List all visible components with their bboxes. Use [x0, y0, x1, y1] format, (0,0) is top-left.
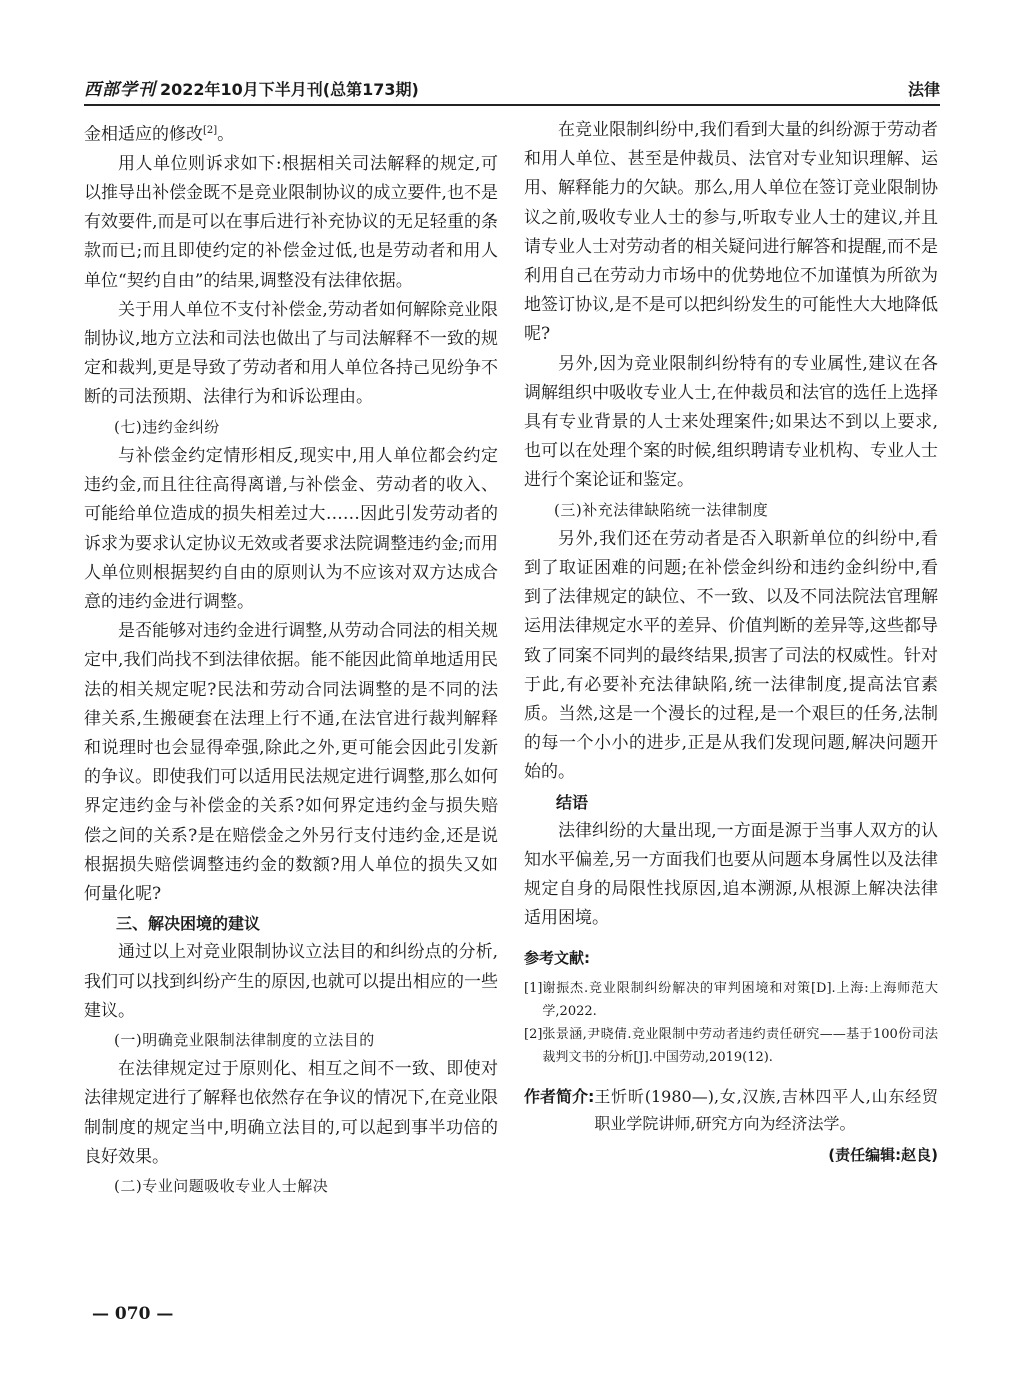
paragraph: 关于用人单位不支付补偿金,劳动者如何解除竞业限制协议,地方立法和司法也做出了与司法解释不一致的规定和裁判,更是导致了劳动者和用人单位各持己见纷争不断的司法预期、法律行为和诉讼理由。: [84, 299, 498, 408]
header-left: [84, 75, 419, 100]
paragraph: 另外,我们还在劳动者是否入职新单位的纠纷中,看到了取证困难的问题;在补偿金纠纷和违约金纠纷中,看到了法律规定的缺位、不一致、以及不同法院法官理解运用法律规定水平的差异、价值判断的差异等,这些都导致了同案不同判的最终结果,损害了司法的权威性。针对于此,有必要补充法律缺陷,统一法律制度,提高法官素质。当然,这是一个漫长的过程,是一个艰巨的任务,法制的每一个小小的进步,正是从我们发现问题,解决问题开始的。: [524, 528, 938, 783]
paragraph-text: 金相适应的修改: [84, 124, 203, 145]
reference-text: 张景涵,尹晓倩.竞业限制中劳动者违约责任研究——基于100份司法裁判文书的分析[J].中国劳动,2019(12).: [542, 1026, 938, 1065]
paragraph: [84, 116, 498, 150]
section-label: 法律: [907, 80, 940, 99]
paragraph: 与补偿金约定情形相反,现实中,用人单位都会约定违约金,而且往往高得离谱,与补偿金、劳动者的收入、可能给单位造成的损失相差过大……因此引发劳动者的诉求为要求认定协议无效或者要求法院调整违约金;而用人单位则根据契约自由的原则认为不应该对双方达成合意的违约金进行调整。: [84, 445, 498, 612]
issue-info: 2022年10月下半月刊(总第173期): [160, 80, 419, 99]
conclusion-heading: 结语: [556, 792, 589, 812]
references-title: 参考文献:: [524, 948, 590, 967]
left-column: [84, 116, 498, 1201]
reference-number: [1]: [524, 980, 543, 996]
subsection-heading: (七)违约金纠纷: [114, 417, 220, 436]
subsection-heading: (三)补充法律缺陷统一法律制度: [554, 500, 769, 519]
citation-ref: [2]: [203, 125, 218, 136]
paragraph: 是否能够对违约金进行调整,从劳动合同法的相关规定中,我们尚找不到法律依据。能不能因此简单地适用民法的相关规定呢?民法和劳动合同法调整的是不同的法律关系,生搬硬套在法理上行不通,在法官进行裁判解释和说理时也会显得牵强,除此之外,更可能会因此引发新的争议。即使我们可以适用民法规定进行调整,那么如何界定违约金与补偿金的关系?如何界定违约金与损失赔偿之间的关系?是在赔偿金之外另行支付违约金,还是说根据损失赔偿调整违约金的数额?用人单位的损失又如何量化呢?: [84, 621, 498, 904]
paragraph: 在法律规定过于原则化、相互之间不一致、即使对法律规定进行了解释也依然存在争议的情况下,在竞业限制制度的规定当中,明确立法目的,可以起到事半功倍的良好效果。: [84, 1059, 498, 1167]
subsection-heading: (一)明确竞业限制法律制度的立法目的: [114, 1030, 375, 1049]
right-column: [524, 116, 938, 1170]
paragraph: 用人单位则诉求如下:根据相关司法解释的规定,可以推导出补偿金既不是竞业限制协议的成立要件,也不是有效要件,而是可以在事后进行补充协议的无足轻重的条款而已;而且即使约定的补偿金过低,也是劳动者和用人单位“契约自由”的结果,调整没有法律依据。: [84, 153, 498, 291]
subsection-heading: (二)专业问题吸收专业人士解决: [114, 1176, 329, 1195]
paragraph: 法律纠纷的大量出现,一方面是源于当事人双方的认知水平偏差,另一方面我们也要从问题本身属性以及法律规定自身的局限性找原因,追本溯源,从根源上解决法律适用困境。: [524, 820, 938, 929]
paragraph: 在竞业限制纠纷中,我们看到大量的纠纷源于劳动者和用人单位、甚至是仲裁员、法官对专业知识理解、运用、解释能力的欠缺。那么,用人单位在签订竞业限制协议之前,吸收专业人士的参与,听取专业人士的建议,并且请专业人士对劳动者的相关疑问进行解答和提醒,而不是利用自己在劳动力市场中的优势地位不加谨慎为所欲为地签订协议,是不是可以把纠纷发生的可能性大大地降低呢?: [524, 120, 938, 345]
journal-masthead-logo: 西部学刊: [84, 80, 156, 100]
reference-text: 谢振杰.竞业限制纠纷解决的审判困境和对策[D].上海:上海师范大学,2022.: [542, 980, 938, 1019]
responsible-editor: (责任编辑:赵良): [828, 1145, 938, 1164]
running-header: [84, 72, 940, 100]
author-bio-text: 王忻昕(1980—),女,汉族,吉林四平人,山东经贸职业学院讲师,研究方向为经济法学。: [594, 1086, 938, 1133]
reference-number: [2]: [524, 1026, 543, 1042]
header-rule: [84, 104, 940, 106]
author-bio-label: 作者简介:: [524, 1086, 595, 1106]
paragraph: 另外,因为竞业限制纠纷特有的专业属性,建议在各调解组织中吸收专业人士,在仲裁员和法官的选任上选择具有专业背景的人士来处理案件;如果达不到以上要求,也可以在处理个案的时候,组织聘请专业机构、专业人士进行个案论证和鉴定。: [524, 353, 938, 491]
section-heading: 三、解决困境的建议: [116, 914, 261, 934]
page-number: — 070 —: [92, 1304, 174, 1324]
paragraph: 通过以上对竞业限制协议立法目的和纠纷点的分析,我们可以找到纠纷产生的原因,也就可以提出相应的一些建议。: [84, 942, 498, 1021]
reference-item: [524, 1023, 938, 1069]
reference-item: [524, 977, 938, 1023]
paragraph-end: 。: [217, 124, 235, 145]
author-bio: [524, 1083, 938, 1137]
